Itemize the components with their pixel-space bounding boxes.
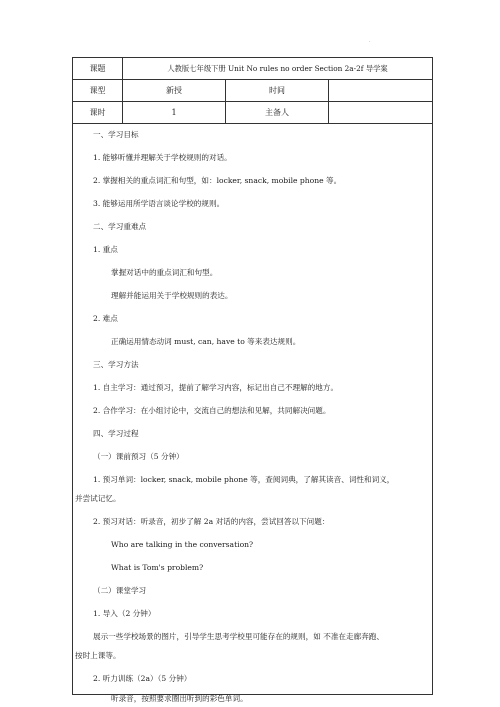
period-label: 课时 [73, 102, 123, 124]
section-heading-objectives: 一、学习目标 [93, 130, 139, 139]
time-value [329, 80, 433, 102]
content-cell [73, 124, 433, 703]
section-heading-methods: 三、学习方法 [93, 360, 139, 369]
focus-item: 掌握对话中的重点词汇和句型。 [111, 268, 218, 277]
preview-question: Who are talking in the conversation? [111, 540, 254, 549]
preview-question: What is Tom's problem? [111, 563, 204, 572]
type-value: 新授 [123, 80, 226, 102]
author-label: 主备人 [226, 102, 329, 124]
subject-title: 人教版七年级下册 Unit No rules no order Section 2a-2f 导学案 [123, 58, 433, 80]
subject-row [73, 58, 433, 80]
period-value: 1 [123, 102, 226, 124]
time-label: 时间 [226, 80, 329, 102]
preview-item: 1. 预习单词：locker, snack, mobile phone 等，查阅词典，了解其读音、词性和词义， [93, 475, 395, 484]
classroom-step-detail-continued: 按时上课等。 [75, 651, 121, 660]
section-heading-key-points: 二、学习重难点 [93, 222, 147, 231]
subheading-preview: （一）课前预习（5 分钟） [93, 452, 184, 461]
objective-item: 3. 能够运用所学语言谈论学校的规则。 [93, 199, 225, 208]
type-label: 课型 [73, 80, 123, 102]
method-item: 1. 自主学习：通过预习，提前了解学习内容，标记出自己不理解的地方。 [93, 383, 339, 392]
classroom-step-detail: 听录音，按照要求圈出听到的彩色单词。 [111, 694, 248, 703]
subject-label: 课题 [73, 58, 123, 80]
content-row [73, 124, 433, 695]
subheading-focus: 1. 重点 [93, 245, 118, 254]
section-heading-process: 四、学习过程 [93, 429, 139, 438]
preview-item: 2. 预习对话：听录音，初步了解 2a 对话的内容，尝试回答以下问题： [93, 517, 330, 526]
type-row [73, 80, 433, 102]
classroom-step: 2. 听力训练（2a）（5 分钟） [93, 674, 192, 683]
period-row [73, 102, 433, 124]
subheading-classroom: （二）课堂学习 [93, 586, 147, 595]
objective-item: 2. 掌握相关的重点词汇和句型，如：locker, snack, mobile phone 等。 [93, 176, 342, 185]
focus-item: 理解并能运用关于学校规则的表达。 [111, 291, 233, 300]
lesson-plan-table [72, 57, 433, 703]
objective-item: 1. 能够听懂并理解关于学校规则的对话。 [93, 153, 232, 162]
author-value [329, 102, 433, 124]
classroom-step-detail: 展示一些学校场景的图片，引导学生思考学校里可能存在的规则，如 不准在走廊奔跑、 [93, 632, 384, 641]
classroom-step: 1. 导入（2 分钟） [93, 609, 156, 618]
difficulty-item: 正确运用情态动词 must, can, have to 等来表达规则。 [111, 337, 301, 346]
corner-mark: . [369, 38, 371, 44]
preview-item-continued: 并尝试记忆。 [75, 494, 121, 503]
method-item: 2. 合作学习：在小组讨论中，交流自己的想法和见解，共同解决问题。 [93, 406, 331, 415]
subheading-difficulty: 2. 难点 [93, 314, 118, 323]
